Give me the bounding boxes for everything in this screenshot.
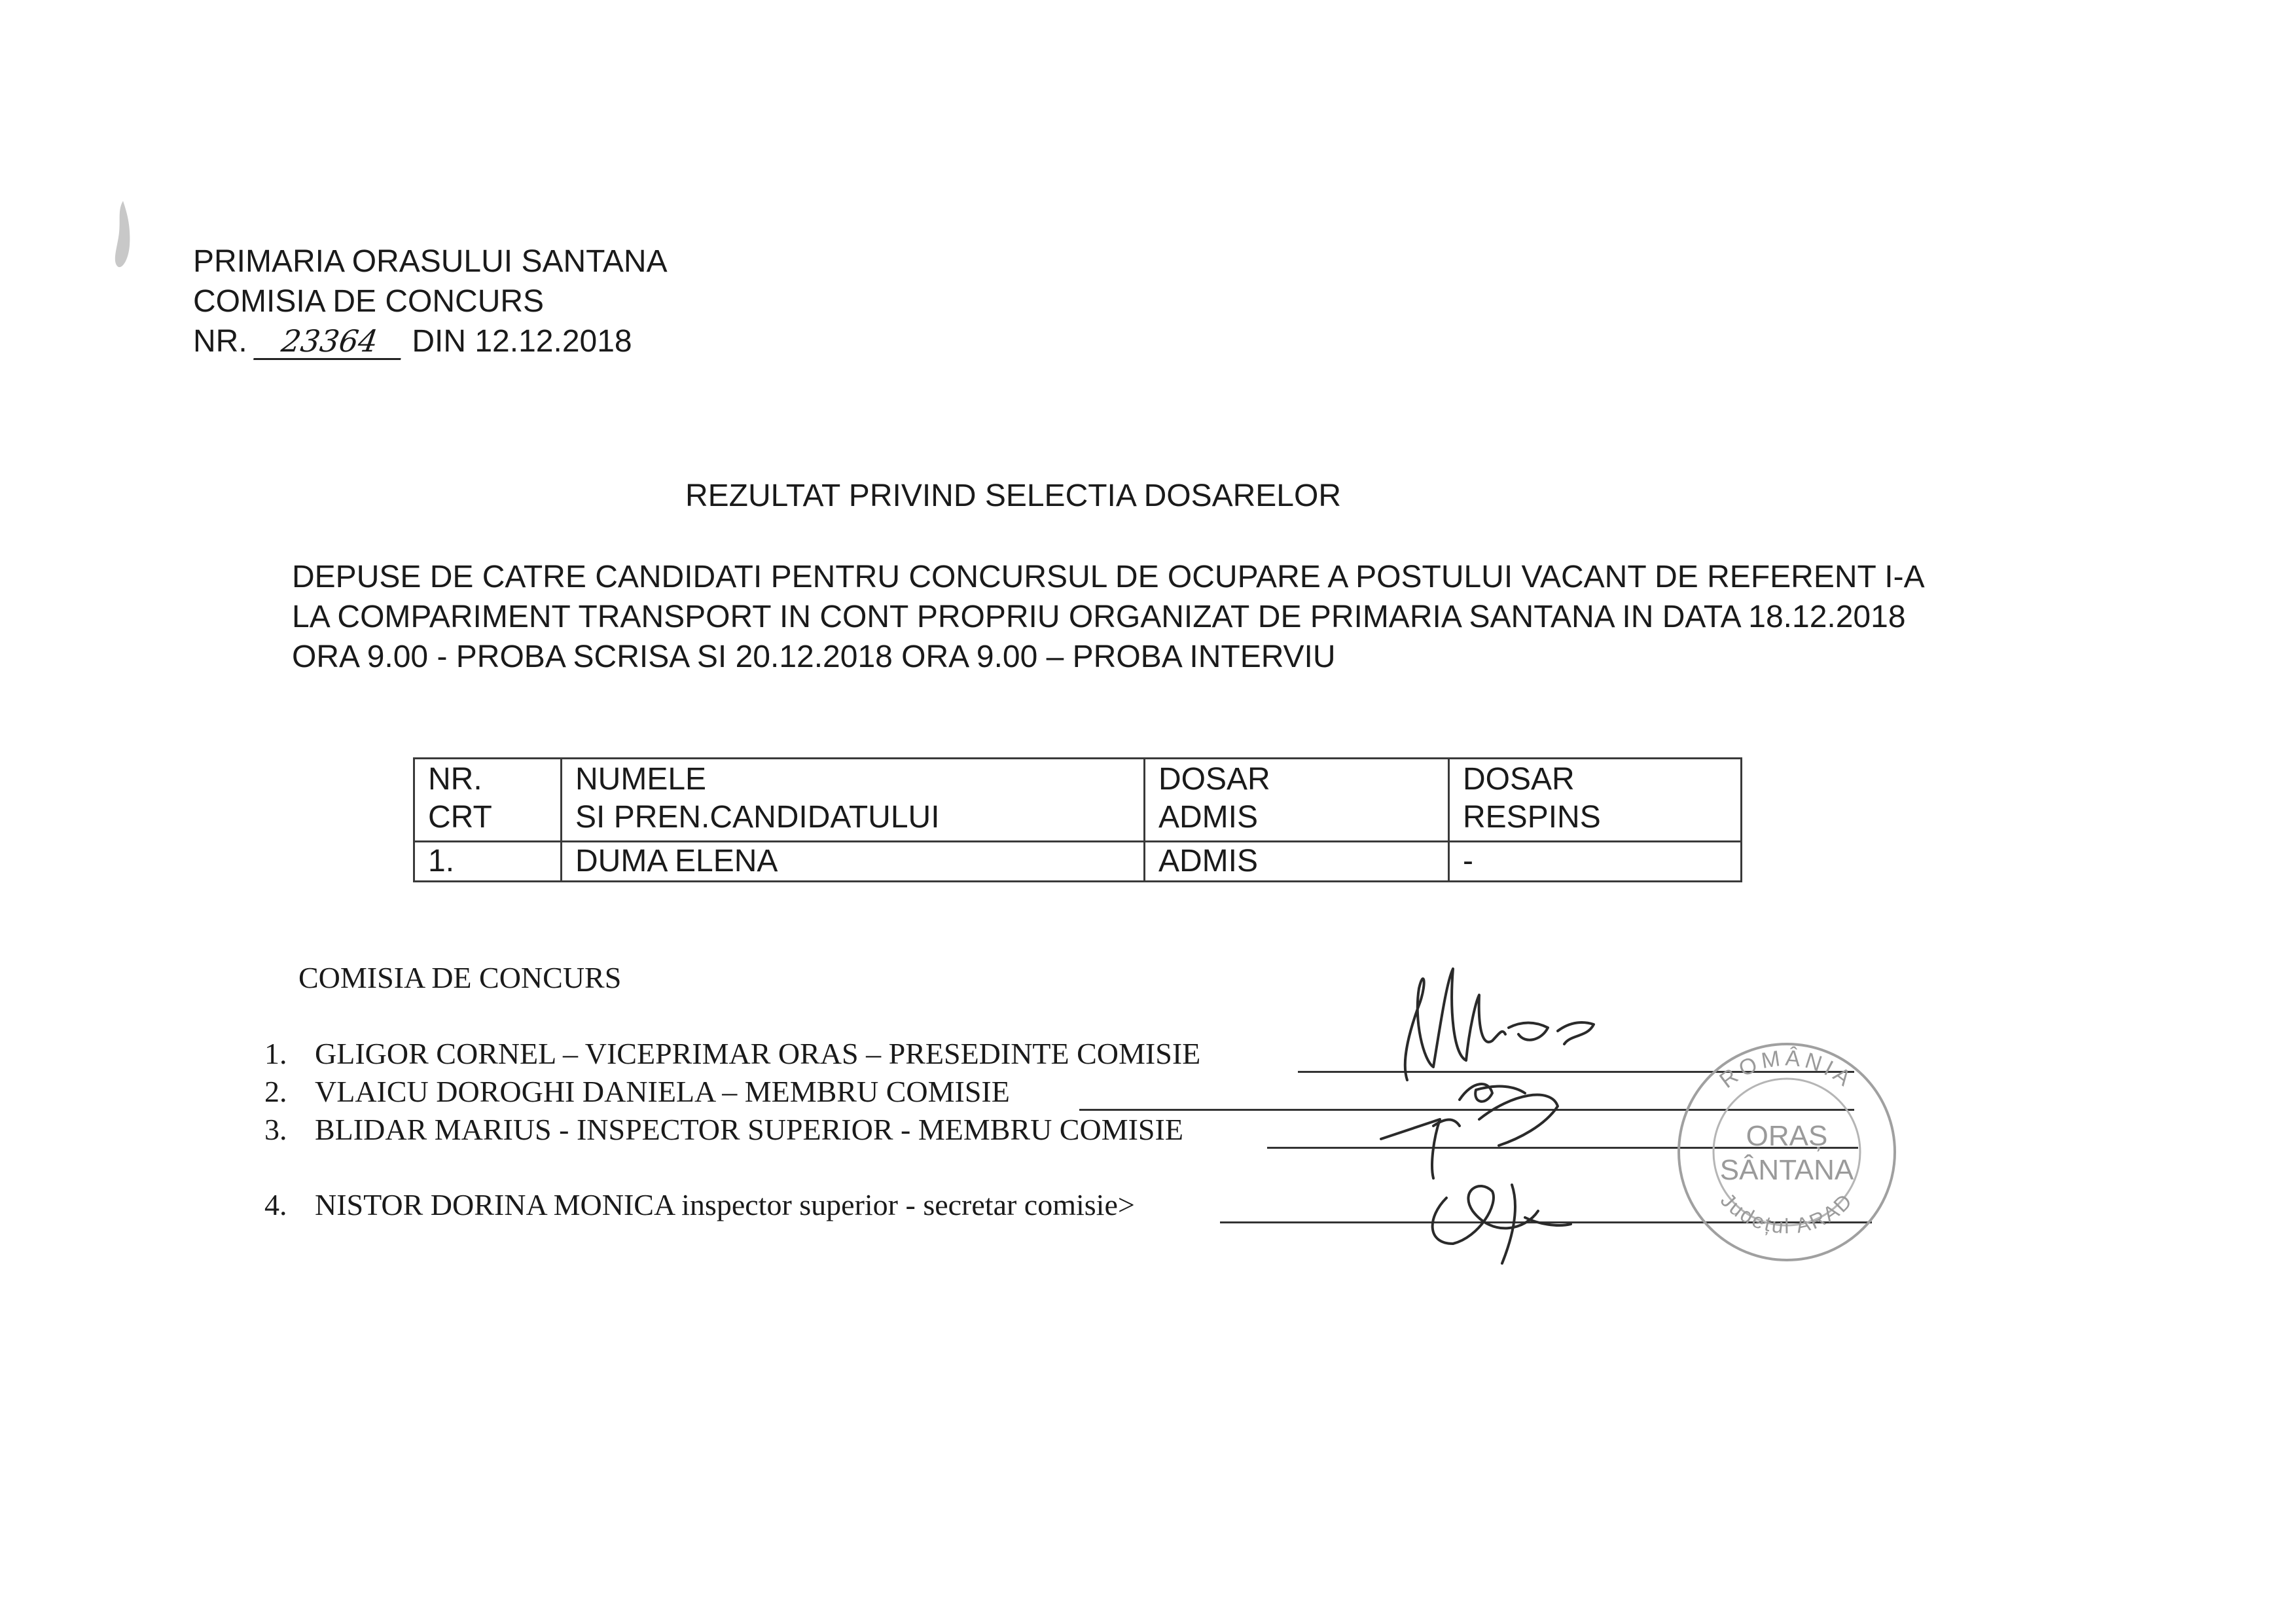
cell-respins: - — [1449, 842, 1742, 882]
member-text: NISTOR DORINA MONICA inspector superior - secretar comisie> — [315, 1188, 1135, 1221]
document-title: REZULTAT PRIVIND SELECTIA DOSARELOR — [685, 478, 1341, 513]
signature-3-icon — [1381, 1095, 1558, 1178]
member-number: 1. — [264, 1037, 287, 1070]
cell-admis: ADMIS — [1145, 842, 1449, 882]
results-table — [413, 757, 1742, 882]
member-text: BLIDAR MARIUS - INSPECTOR SUPERIOR - MEMBRU COMISIE — [315, 1113, 1183, 1146]
member-number: 2. — [264, 1075, 287, 1108]
registration-date: DIN 12.12.2018 — [412, 324, 632, 359]
header-dosar-respins: DOSAR RESPINS — [1449, 759, 1742, 842]
handwritten-signatures — [1361, 929, 1649, 1283]
commission-title: COMISIA DE CONCURS — [298, 961, 622, 994]
table-row — [414, 842, 1742, 882]
member-line — [264, 1187, 1135, 1223]
cell-nr: 1. — [414, 842, 562, 882]
registration-number: 23364 — [253, 324, 406, 360]
member-line — [264, 1111, 1183, 1148]
signature-4-icon — [1433, 1186, 1538, 1244]
institution-name: PRIMARIA ORASULUI SANTANA — [193, 244, 668, 279]
signature-1b-icon — [1509, 1023, 1548, 1040]
cell-candidate-name: DUMA ELENA — [562, 842, 1145, 882]
member-number: 4. — [264, 1188, 287, 1221]
member-line — [264, 1036, 1200, 1072]
stamp-line-2: SÂNTANA — [1719, 1154, 1854, 1186]
scan-artifact — [111, 200, 137, 278]
table-header-row — [414, 759, 1742, 842]
nr-prefix: NR. — [193, 324, 247, 359]
member-text: VLAICU DOROGHI DANIELA – MEMBRU COMISIE — [315, 1075, 1010, 1108]
member-number: 3. — [264, 1113, 287, 1146]
stamp-top-arc: ROMÂNIA — [1715, 1045, 1859, 1094]
signature-1-icon — [1405, 969, 1505, 1080]
member-line — [264, 1074, 1010, 1110]
stamp-line-1: ORAȘ — [1746, 1120, 1828, 1152]
member-text: GLIGOR CORNEL – VICEPRIMAR ORAS – PRESEDINTE COMISIE — [315, 1037, 1201, 1070]
department-name: COMISIA DE CONCURS — [193, 284, 545, 319]
registration-line — [193, 322, 632, 361]
header-nr-crt: NR. CRT — [414, 759, 562, 842]
intro-line-1: DEPUSE DE CATRE CANDIDATI PENTRU CONCURSUL DE OCUPARE A POSTULUI VACANT DE REFERENT I-A — [292, 560, 1925, 594]
official-stamp — [1662, 1028, 1911, 1276]
intro-line-3: ORA 9.00 - PROBA SCRISA SI 20.12.2018 ORA 9.00 – PROBA INTERVIU — [292, 640, 1336, 674]
header-candidate-name: NUMELE SI PREN.CANDIDATULUI — [562, 759, 1145, 842]
header-dosar-admis: DOSAR ADMIS — [1145, 759, 1449, 842]
intro-line-2: LA COMPARIMENT TRANSPORT IN CONT PROPRIU ORGANIZAT DE PRIMARIA SANTANA IN DATA 18.12.2018 — [292, 600, 1906, 634]
stamp-bottom-arc: Județul ARAD — [1715, 1188, 1858, 1238]
